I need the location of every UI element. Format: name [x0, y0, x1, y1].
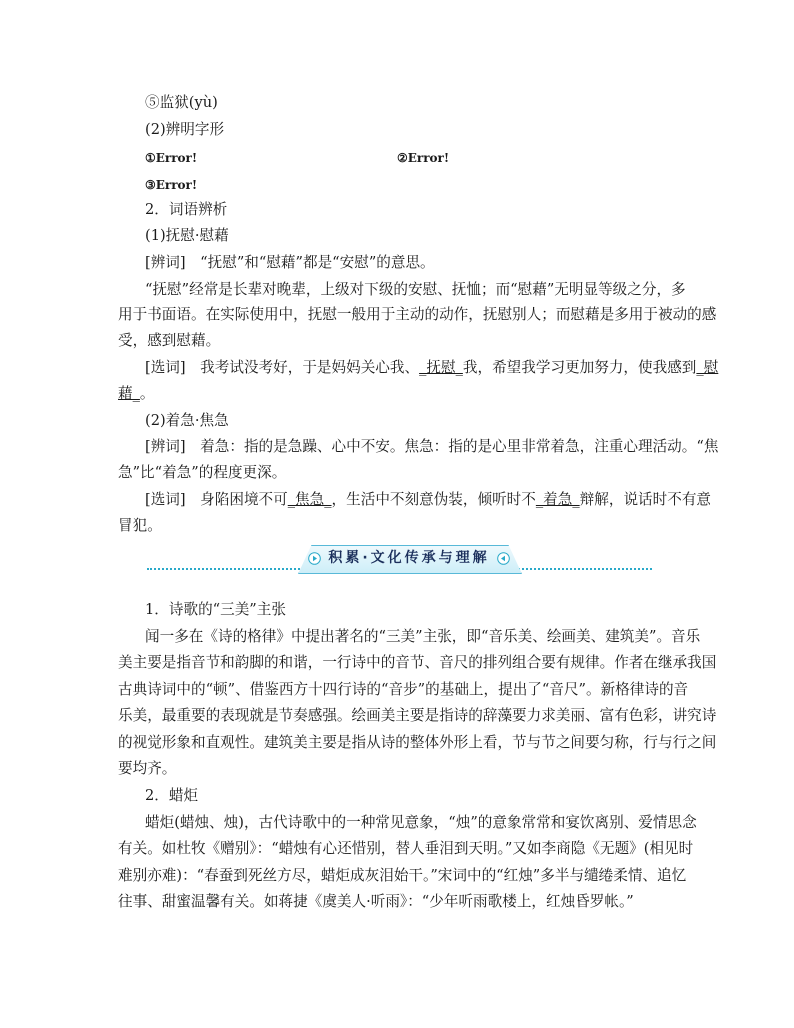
pair2-xuanci-line2: 冒犯。 [118, 517, 162, 534]
pair1-explain-line2: 用于书面语。在实际使用中，抚慰一般用于主动的动作，抚慰别人；而慰藉是多用于被动的感 [118, 306, 717, 323]
laju-line1: 蜡炬(蜡烛、烛)，古代诗歌中的一种常见意象，“烛”的意象常常和宴饮离别、爱情思念 [145, 814, 697, 831]
pair2-bianci-line1: [辨词] 着急：指的是急躁、心中不安。焦急：指的是心里非常着急，注重心理活动。“焦 [145, 438, 719, 455]
pair1-answer-2: _慰 [696, 359, 719, 376]
sanmei-line1: 闻一多在《诗的格律》中提出著名的“三美”主张，即“音乐美、绘画美、建筑美”。音乐 [145, 628, 701, 645]
error-field-3: ③Error! [145, 178, 198, 192]
subheading-zixing: (2)辨明字形 [145, 121, 225, 138]
pair1-bianci: [辨词] “抚慰”和“慰藉”都是“安慰”的意思。 [145, 254, 435, 271]
pair2-answer-2: _着急_ [535, 491, 580, 508]
sanmei-line2: 美主要是指音节和韵脚的和谐，一行诗中的音节、音尺的排列组合要有规律。作者在继承我国 [118, 654, 717, 671]
sanmei-line6: 要均齐。 [118, 760, 177, 777]
error-field-2: ②Error! [397, 151, 450, 165]
pair2-title: (2)着急·焦急 [145, 412, 229, 429]
laju-line2: 有关。如杜牧《赠别》：“蜡烛有心还惜别，替人垂泪到天明。”又如李商隐《无题》(相见时 [118, 840, 694, 857]
heading-sanmei: 1．诗歌的“三美”主张 [145, 601, 286, 618]
error-field-1: ①Error! [145, 151, 198, 165]
banner-title: 积累·文化传承与理解 [328, 550, 490, 566]
sanmei-line3: 古典诗词中的“顿”、借鉴西方十四行诗的“音步”的基础上，提出了“音尺”。新格律诗的音 [118, 681, 689, 698]
laju-line4: 往事、甜蜜温馨有关。如蒋捷《虞美人·听雨》：“少年听雨歌楼上，红烛昏罗帐。” [118, 893, 634, 910]
pair1-explain-line3: 受，感到慰藉。 [118, 332, 221, 349]
sanmei-line4: 乐美，最重要的表现就是节奏感强。绘画美主要是指诗的辞藻要力求美丽、富有色彩，讲究诗 [118, 707, 717, 724]
pair2-bianci-line2: 急”比“着急”的程度更深。 [118, 464, 287, 481]
pair2-xuanci: [选词] 身陷困境不可_焦急_，生活中不刻意伪装，倾听时不_着急_辩解，说话时不有意 [145, 491, 712, 508]
heading-ciyu-bianxi: 2．词语辨析 [145, 201, 228, 218]
sanmei-line5: 的视觉形象和直观性。建筑美主要是指从诗的整体外形上看，节与节之间要匀称，行与行之间 [118, 734, 717, 751]
pair1-answer-2-cont: 藉_ [118, 385, 140, 402]
item-jianyu: ⑤监狱(yù) [145, 94, 218, 111]
pair1-title: (1)抚慰·慰藉 [145, 227, 229, 244]
pair1-xuanci-line2: 藉_。 [118, 385, 155, 402]
pair1-answer-1: _抚慰_ [419, 359, 463, 376]
pair1-xuanci: [选词] 我考试没考好，于是妈妈关心我、_抚慰_我，希望我学习更加努力，使我感到_慰 [145, 359, 719, 376]
arrow-left-icon [497, 552, 510, 565]
laju-line3: 难别亦难)：“春蚕到死丝方尽，蜡炬成灰泪始干。”宋词中的“红烛”多半与缱绻柔情、追忆 [118, 867, 687, 884]
pair2-answer-1: _焦急_ [287, 491, 332, 508]
heading-laju: 2．蜡炬 [145, 787, 199, 804]
pair1-explain-line1: “抚慰”经常是长辈对晚辈，上级对下级的安慰、抚恤；而“慰藉”无明显等级之分，多 [145, 281, 686, 298]
